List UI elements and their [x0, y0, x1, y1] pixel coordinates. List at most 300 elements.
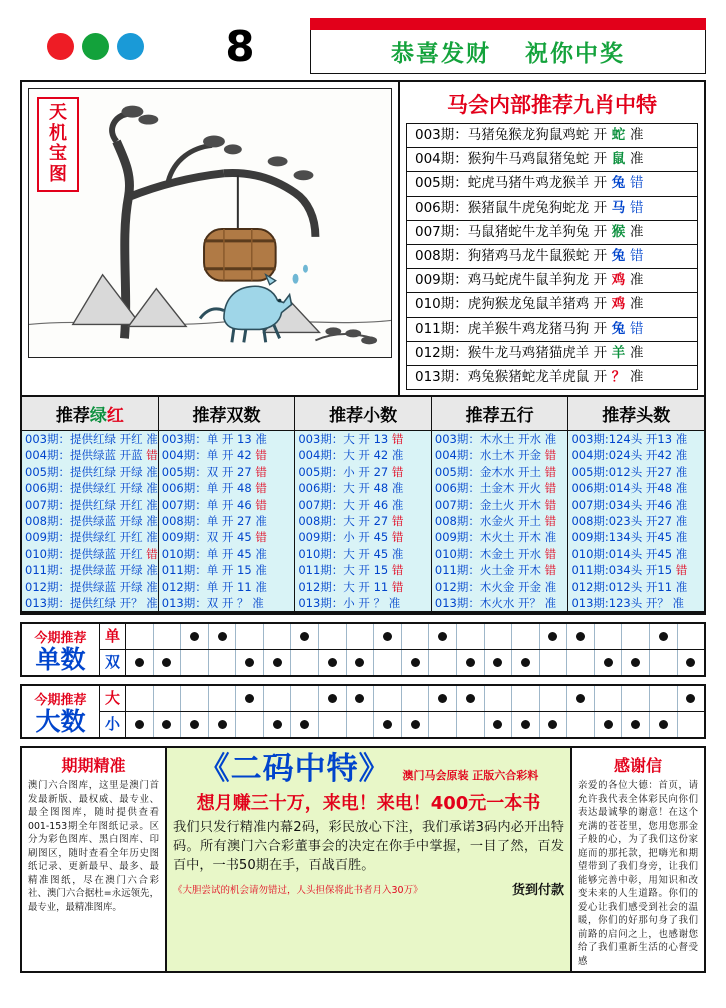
- trend-marker-dot: [659, 632, 668, 641]
- row-text: 004期：大 开 42: [298, 448, 389, 463]
- trend-cell: [512, 624, 540, 649]
- trend-cell: [512, 686, 540, 711]
- blue-dot-icon: [117, 33, 144, 60]
- trend-cell: [291, 650, 319, 675]
- row-text: 009期：双 开 45: [161, 530, 252, 545]
- column-row: [22, 464, 158, 480]
- column-body: [159, 431, 295, 611]
- predictions-title: 马会内部推荐九肖中特: [447, 93, 657, 117]
- row-text: 007期：金土火 开木: [434, 497, 541, 512]
- row-text: 005期:012头 开27: [571, 464, 673, 479]
- trend-cell: [650, 624, 678, 649]
- prediction-animals: 猴狗牛马鸡鼠猪兔蛇 开: [467, 151, 608, 168]
- bottom-right-text: 亲爱的各位大德：首页，请允许我代表全体彩民向你们表达最诚挚的谢意！在这个充满的苍苍里，您用您那金子般的心，为了我们这份家庭而的那托款，把嗨光和期望带到了我们身旁，让我们能够完善中彰，用知识和改变未来的人生道路。你们的爱心让我们感受到社会的温暖，你们的好那句身了我们前路的启问之上，也感谢您给了我们重新生活的心督受感: [578, 780, 698, 967]
- trend-cell: [291, 686, 319, 711]
- column-row: [432, 513, 568, 529]
- trend-cell: [154, 712, 182, 737]
- trend-row: [100, 624, 704, 650]
- row-result: 准: [255, 514, 267, 529]
- prediction-row: [407, 221, 697, 245]
- prediction-result: 准: [629, 296, 644, 313]
- trend-cell: [622, 686, 650, 711]
- column-row: [22, 497, 158, 513]
- trend-row-name: 大: [100, 686, 126, 711]
- prediction-row: [407, 342, 697, 366]
- row-result: 错: [544, 563, 557, 578]
- trend-cell: [374, 650, 402, 675]
- row-result: 错: [146, 546, 158, 561]
- prediction-hit: 鸡: [607, 272, 630, 289]
- column-row: [295, 529, 431, 545]
- row-result: 准: [391, 448, 404, 463]
- column-body: [295, 431, 431, 611]
- trend-cell: [291, 624, 319, 649]
- trend-marker-dot: [631, 720, 640, 729]
- prediction-hit: 鸡: [607, 296, 630, 313]
- trend-marker-dot: [493, 658, 502, 667]
- row-text: 010期：木金土 开水: [434, 546, 541, 561]
- trend-cell: [319, 686, 347, 711]
- prediction-result: 错: [629, 320, 644, 337]
- trend-cell: [678, 650, 705, 675]
- column-row: [432, 595, 568, 611]
- row-text: 006期：提供绿红 开绿: [25, 481, 143, 496]
- recommendation-column: [568, 397, 704, 611]
- row-text: 011期：大 开 15: [298, 563, 389, 578]
- trend-marker-dot: [328, 658, 337, 667]
- trend-grid: [100, 686, 704, 737]
- row-result: 准: [544, 530, 557, 545]
- prediction-result: 准: [629, 127, 644, 143]
- trend-cell: [457, 712, 485, 737]
- column-row: [568, 595, 704, 611]
- row-result: 准: [675, 448, 688, 463]
- trend-cell: [485, 650, 513, 675]
- row-result: 准: [252, 595, 264, 610]
- column-row: [295, 579, 431, 595]
- row-text: 003期：单 开 13: [161, 432, 252, 447]
- column-row: [22, 513, 158, 529]
- row-text: 008期:023头 开27: [571, 514, 673, 529]
- row-text: 003期：提供红绿 开红: [25, 432, 143, 447]
- trend-cell: [567, 624, 595, 649]
- trend-marker-dot: [548, 720, 557, 729]
- trend-cell: [567, 686, 595, 711]
- trend-cell: [540, 650, 568, 675]
- trend-cells: [126, 624, 704, 649]
- prediction-result: 准: [629, 151, 644, 168]
- row-result: 准: [391, 497, 404, 512]
- ad-footer: [173, 875, 564, 898]
- ad-quote: 《大胆尝试的机会请勿错过，人头担保将此书者月入30万》: [173, 884, 423, 896]
- bottom-right-panel: [572, 748, 704, 971]
- trend-marker-dot: [466, 694, 475, 703]
- row-result: 错: [544, 464, 557, 479]
- prediction-result: 准: [629, 272, 644, 289]
- column-row: [159, 480, 295, 496]
- column-row: [432, 464, 568, 480]
- row-result: 准: [675, 530, 688, 545]
- column-title: 推荐双数: [159, 397, 295, 431]
- row-text: 011期:034头 开15: [571, 563, 673, 578]
- trend-table: [20, 684, 706, 739]
- row-text: 011期：提供绿蓝 开绿: [25, 563, 143, 578]
- trend-cell: [319, 712, 347, 737]
- column-row: [568, 431, 704, 447]
- prediction-row: [407, 172, 697, 196]
- trend-marker-dot: [411, 658, 420, 667]
- trend-marker-dot: [466, 658, 475, 667]
- row-text: 005期：提供红绿 开绿: [25, 464, 143, 479]
- row-text: 004期:024头 开42: [571, 448, 673, 463]
- prediction-period: 006期：: [415, 199, 468, 216]
- row-result: 错: [255, 497, 267, 512]
- row-result: 准: [544, 579, 557, 594]
- column-title: 推荐五行: [432, 397, 568, 431]
- prediction-result: 错: [629, 199, 644, 216]
- trend-cell: [540, 624, 568, 649]
- row-result: 错: [391, 579, 404, 594]
- trend-marker-dot: [355, 694, 364, 703]
- trend-label-big: 单数: [35, 644, 86, 674]
- trend-cell: [264, 712, 292, 737]
- trend-cell: [181, 686, 209, 711]
- banner-red-bar: [310, 18, 706, 30]
- trend-marker-dot: [686, 694, 695, 703]
- column-row: [568, 546, 704, 562]
- row-result: 准: [146, 497, 158, 512]
- row-text: 006期：单 开 48: [161, 481, 252, 496]
- prediction-row: [407, 318, 697, 342]
- trend-cell: [650, 650, 678, 675]
- picture-cell: [22, 82, 400, 395]
- prediction-period: 004期：: [415, 151, 468, 168]
- trend-cell: [126, 686, 154, 711]
- row-result: 准: [146, 464, 158, 479]
- trend-cell: [236, 712, 264, 737]
- column-row: [432, 579, 568, 595]
- row-text: 004期：提供绿蓝 开蓝: [25, 448, 143, 463]
- trend-cell: [236, 624, 264, 649]
- trend-cell: [319, 624, 347, 649]
- column-row: [22, 480, 158, 496]
- trend-cell: [650, 712, 678, 737]
- row-text: 010期：大 开 45: [298, 546, 389, 561]
- column-row: [568, 562, 704, 578]
- fable-illustration-svg: [29, 89, 391, 357]
- column-row: [159, 497, 295, 513]
- trend-marker-dot: [604, 658, 613, 667]
- row-text: 005期：小 开 27: [298, 464, 389, 479]
- trend-marker-dot: [521, 658, 530, 667]
- trend-cell: [457, 624, 485, 649]
- row-result: 准: [255, 579, 267, 594]
- prediction-result: 准: [629, 223, 644, 240]
- row-result: 准: [544, 595, 557, 610]
- column-row: [295, 546, 431, 562]
- row-text: 012期：木火金 开金: [434, 579, 541, 594]
- prediction-hit: 兔: [607, 320, 630, 337]
- bottom-left-title: 期期精准: [61, 756, 126, 776]
- prediction-period: 005期：: [415, 175, 468, 192]
- bottom-left-text: 澳门六合图库，这里是澳门首发最新版、最权威、最专业、最全图图库，随时提供查看001-153期全年图纸记录。区分为彩色图库、黑白图库、印刷图区，随时查看全年历史图纸记录、更新最早、最多、最精准图纸，尽在澳门六合彩社、澳门六合据杜=永远领先，最专业，最精准图库。: [28, 780, 159, 913]
- trend-cell: [512, 712, 540, 737]
- prediction-period: 013期：: [415, 368, 468, 385]
- column-row: [432, 529, 568, 545]
- trend-cell: [678, 624, 705, 649]
- column-body: [22, 431, 158, 611]
- row-result: 准: [675, 497, 688, 512]
- row-result: 准: [675, 546, 688, 561]
- trend-cell: [181, 624, 209, 649]
- row-result: 错: [391, 464, 404, 479]
- trend-cell: [374, 712, 402, 737]
- prediction-row: [407, 197, 697, 221]
- prediction-row: [407, 245, 697, 269]
- row-text: 013期:123头 开？: [571, 595, 669, 610]
- content-frame: [20, 80, 706, 615]
- column-body: [568, 431, 704, 611]
- trend-cell: [347, 686, 375, 711]
- column-row: [22, 546, 158, 562]
- issue-number: 8: [225, 21, 255, 71]
- trend-cell: [374, 686, 402, 711]
- trend-cell: [319, 650, 347, 675]
- trend-marker-dot: [686, 658, 695, 667]
- row-result: 错: [544, 514, 557, 529]
- trend-marker-dot: [438, 694, 447, 703]
- row-text: 008期：水金火 开土: [434, 514, 541, 529]
- row-text: 012期：大 开 11: [298, 579, 389, 594]
- trend-cell: [209, 712, 237, 737]
- trend-row: [100, 712, 704, 737]
- row-text: 009期:134头 开45: [571, 530, 673, 545]
- prediction-result: 错: [629, 175, 644, 192]
- trend-row-name: 小: [100, 712, 126, 737]
- trend-cell: [429, 712, 457, 737]
- trend-cell: [622, 624, 650, 649]
- trend-marker-dot: [273, 658, 282, 667]
- column-row: [432, 431, 568, 447]
- trend-cell: [540, 686, 568, 711]
- prediction-animals: 鸡兔猴猪蛇龙羊虎鼠 开: [467, 368, 608, 385]
- trend-row-name: 单: [100, 624, 126, 649]
- trend-cell: [264, 650, 292, 675]
- row-result: 准: [255, 546, 267, 561]
- trend-cell: [622, 650, 650, 675]
- recommendation-column: [432, 397, 569, 611]
- row-text: 003期:124头 开13: [571, 432, 673, 447]
- prediction-animals: 马鼠猪蛇牛龙羊狗兔 开: [467, 223, 608, 240]
- column-row: [159, 579, 295, 595]
- row-result: 准: [255, 432, 267, 447]
- trend-row: [100, 650, 704, 675]
- row-result: 准: [675, 432, 688, 447]
- prediction-hit: 马: [607, 199, 630, 216]
- row-result: 准: [675, 464, 688, 479]
- column-row: [568, 464, 704, 480]
- recommendation-columns: [22, 397, 704, 613]
- prediction-animals: 狗猪鸡马龙牛鼠猴蛇 开: [467, 247, 608, 264]
- trend-marker-dot: [190, 632, 199, 641]
- row-result: 错: [544, 546, 557, 561]
- row-result: 错: [255, 464, 267, 479]
- trend-marker-dot: [135, 658, 144, 667]
- trend-row-name: 双: [100, 650, 126, 675]
- column-row: [295, 497, 431, 513]
- trend-marker-dot: [493, 720, 502, 729]
- row-result: 错: [391, 514, 404, 529]
- column-row: [22, 562, 158, 578]
- trend-marker-dot: [245, 658, 254, 667]
- trend-cell: [236, 686, 264, 711]
- column-row: [22, 431, 158, 447]
- trend-cell: [622, 712, 650, 737]
- banner-body: [310, 30, 706, 74]
- column-row: [432, 497, 568, 513]
- trend-cell: [181, 650, 209, 675]
- trend-cell: [154, 650, 182, 675]
- prediction-animals: 虎羊猴牛鸡龙猪马狗 开: [467, 320, 608, 337]
- trend-cell: [678, 686, 705, 711]
- trend-marker-dot: [300, 720, 309, 729]
- column-row: [295, 447, 431, 463]
- prediction-animals: 虎狗猴龙兔鼠羊猪鸡 开: [467, 296, 608, 313]
- ad-payment-label: 货到付款: [511, 883, 564, 899]
- row-text: 005期：金木水 开土: [434, 464, 541, 479]
- row-result: 准: [255, 563, 267, 578]
- prediction-hit: ？: [607, 368, 630, 385]
- red-dot-icon: [47, 33, 74, 60]
- trend-label: [22, 686, 100, 737]
- row-result: 错: [255, 481, 267, 496]
- column-row: [568, 513, 704, 529]
- slogan-banner: [310, 18, 706, 74]
- prediction-period: 012期：: [415, 344, 468, 361]
- trend-cell: [347, 650, 375, 675]
- row-result: 准: [388, 595, 401, 610]
- trend-marker-dot: [162, 658, 171, 667]
- row-text: 007期：大 开 46: [298, 497, 389, 512]
- trend-cell: [154, 686, 182, 711]
- row-text: 012期:012头 开11: [571, 579, 673, 594]
- ad-headline: 想月赚三十万，来电！来电！400元一本书: [196, 793, 541, 815]
- trend-cell: [402, 650, 430, 675]
- column-row: [159, 529, 295, 545]
- trend-cell: [264, 686, 292, 711]
- trend-cell: [209, 686, 237, 711]
- row-result: 准: [391, 481, 404, 496]
- column-title: 推荐头数: [568, 397, 704, 431]
- row-text: 003期：大 开 13: [298, 432, 389, 447]
- column-title: 推荐小数: [295, 397, 431, 431]
- ad-title: [173, 752, 564, 786]
- trend-cell: [291, 712, 319, 737]
- column-row: [568, 497, 704, 513]
- trend-cell: [457, 686, 485, 711]
- trend-cell: [236, 650, 264, 675]
- row-text: 011期：火土金 开木: [434, 563, 541, 578]
- row-text: 010期：提供绿蓝 开红: [25, 546, 143, 561]
- slogan-left: 恭喜发财: [391, 41, 491, 67]
- trend-cell: [347, 624, 375, 649]
- row-result: 准: [146, 595, 158, 610]
- row-result: 准: [146, 432, 158, 447]
- trend-cell: [485, 712, 513, 737]
- trend-cells: [126, 650, 704, 675]
- trend-cells: [126, 712, 704, 737]
- picture-label: 天机宝图: [37, 97, 79, 192]
- row-text: 012期：提供绿蓝 开绿: [25, 579, 143, 594]
- row-text: 010期：单 开 45: [161, 546, 252, 561]
- trend-marker-dot: [273, 720, 282, 729]
- trend-cell: [374, 624, 402, 649]
- green-dot-icon: [82, 33, 109, 60]
- trend-marker-dot: [328, 694, 337, 703]
- prediction-period: 010期：: [415, 296, 468, 313]
- page-header: [20, 18, 706, 74]
- trend-cell: [595, 686, 623, 711]
- recommendation-column: [295, 397, 432, 611]
- row-text: 006期:014头 开48: [571, 481, 673, 496]
- column-row: [159, 447, 295, 463]
- prediction-hit: 猴: [607, 223, 630, 240]
- trend-cell: [126, 712, 154, 737]
- trend-marker-dot: [576, 632, 585, 641]
- trend-marker-dot: [631, 658, 640, 667]
- row-result: 准: [146, 481, 158, 496]
- column-row: [568, 447, 704, 463]
- bottom-left-panel: [22, 748, 167, 971]
- prediction-row: [407, 293, 697, 317]
- column-row: [22, 579, 158, 595]
- row-text: 008期：单 开 27: [161, 514, 252, 529]
- column-row: [295, 562, 431, 578]
- trend-cell: [154, 624, 182, 649]
- row-text: 003期：木水土 开水: [434, 432, 541, 447]
- trend-cell: [402, 686, 430, 711]
- trend-marker-dot: [190, 720, 199, 729]
- trend-marker-dot: [135, 720, 144, 729]
- row-text: 007期:034头 开46: [571, 497, 673, 512]
- row-text: 008期：提供绿蓝 开绿: [25, 514, 143, 529]
- trend-marker-dot: [659, 720, 668, 729]
- prediction-result: 准: [629, 344, 644, 361]
- trend-cell: [650, 686, 678, 711]
- trend-marker-dot: [355, 658, 364, 667]
- prediction-hit: 蛇: [607, 127, 630, 143]
- trend-cell: [402, 712, 430, 737]
- row-text: 009期：小 开 45: [298, 530, 389, 545]
- picture-illustration: [28, 88, 392, 358]
- bottom-section: [20, 746, 706, 973]
- row-result: 准: [675, 481, 688, 496]
- row-text: 009期：提供绿红 开红: [25, 530, 143, 545]
- prediction-row: [407, 148, 697, 172]
- column-row: [432, 447, 568, 463]
- trend-cell: [181, 712, 209, 737]
- row-result: 错: [146, 448, 158, 463]
- prediction-hit: 兔: [607, 247, 630, 264]
- prediction-result: 准: [629, 368, 644, 385]
- trend-marker-dot: [438, 632, 447, 641]
- prediction-row: [407, 366, 697, 389]
- row-result: 错: [544, 448, 557, 463]
- trend-label-small: 今期推荐: [34, 692, 87, 708]
- trend-cell: [126, 650, 154, 675]
- prediction-period: 003期：: [415, 127, 468, 143]
- trend-marker-dot: [162, 720, 171, 729]
